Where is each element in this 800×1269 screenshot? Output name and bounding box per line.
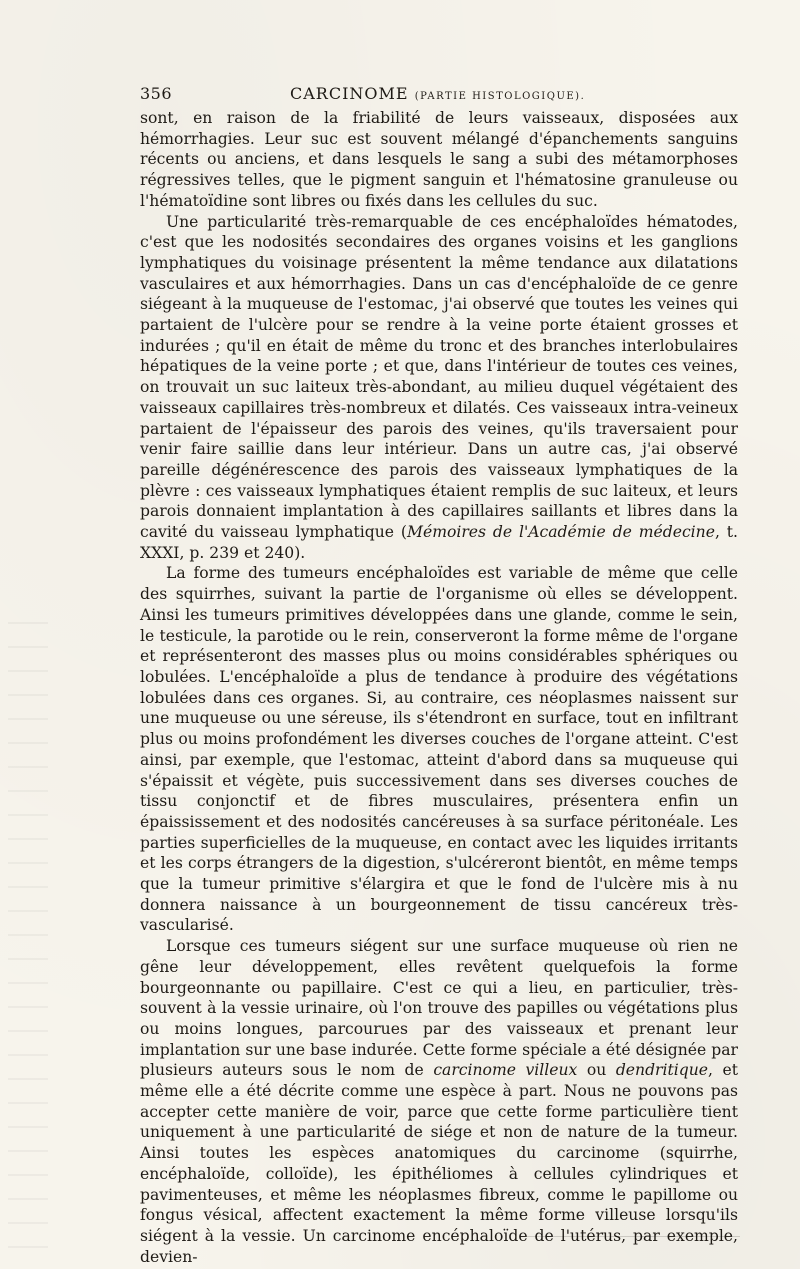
paragraph-1 — [140, 108, 738, 212]
paragraph-2-text: Une particularité très-remarquable de ces encéphaloïdes hématodes, c'est que les nodosités secondaires des organes voisins et les ganglions lymphatiques du voisinage présentent la même tendance aux dilatations vasculaires et aux hémorrhagies. Dans un cas d'encéphaloïde de ce genre siégeant à la muqueuse de l'estomac, j'ai observé que toutes les veines qui partaient de l'ulcère pour se rendre à la veine porte étaient grosses et indurées ; qu'il en était de même du tronc et des branches interlobulaires hépatiques de la veine porte ; et que, dans l'intérieur de toutes ces veines, on trouvait un suc laiteux très-abondant, au milieu duquel végétaient des vaisseaux capillaires très-nombreux et dilatés. Ces vaisseaux intra-veineux partaient de l'épaisseur des parois des veines, qu'ils traversaient pour venir faire saillie dans leur intérieur. Dans un autre cas, j'ai observé pareille dégénérescence des parois des vaisseaux lymphatiques de la plèvre : ces vaisseaux lymphatiques étaient remplis de suc laiteux, et leurs parois donnaient implantation à des capillaires saillants et libres dans la cavité du vaisseau lymphatique ( — [140, 212, 738, 542]
running-title-main: CARCINOME — [290, 84, 409, 103]
paragraph-1-text: sont, en raison de la friabilité de leurs vaisseaux, disposées aux hémorrhagies. Leur suc est souvent mélangé d'épanchements sanguins récents ou anciens, et dans lesquels le sang a subi des métamorphoses régressives telles, que le pigment sanguin et l'hématosine granuleuse ou l'hématoïdine sont libres ou fixés dans les cellules du suc. — [140, 109, 738, 210]
paragraph-4-term-dendritique: dendritique — [615, 1061, 708, 1080]
running-title — [290, 84, 585, 103]
page-number: 356 — [140, 84, 173, 103]
bottom-bleed-rule — [520, 1236, 740, 1237]
paragraph-4-connector: ou — [577, 1061, 616, 1080]
paragraph-3 — [140, 563, 738, 936]
paragraph-2 — [140, 212, 738, 564]
paragraph-2-citation: Mémoires de l'Académie de médecine — [407, 523, 715, 542]
paragraph-4-text: Lorsque ces tumeurs siégent sur une surface muqueuse où rien ne gêne leur développement, elles revêtent quelquefois la forme bourgeonnante ou papillaire. C'est ce qui a lieu, en particulier, très-souvent à la vessie urinaire, où l'on trouve des papilles ou végétations plus ou moins longues, parcourues par des vaisseaux et prenant leur implantation sur une base indurée. Cette forme spéciale a été désignée par plusieurs auteurs sous le nom de — [140, 937, 738, 1080]
paragraph-4 — [140, 936, 738, 1267]
paragraph-3-text: La forme des tumeurs encéphaloïdes est variable de même que celle des squirrhes, suivant la partie de l'organisme où elles se développent. Ainsi les tumeurs primitives développées dans une glande, comme le sein, le testicule, la parotide ou le rein, conserveront la forme même de l'organe et représenteront des masses plus ou moins considérables sphériques ou lobulées. L'encéphaloïde a plus de tendance à produire des végétations lobulées dans ces organes. Si, au contraire, ces néoplasmes naissent sur une muqueuse ou une séreuse, ils s'étendront en surface, tout en infiltrant plus ou moins profondément les diverses couches de l'organe atteint. C'est ainsi, par exemple, que l'estomac, atteint d'abord dans sa muqueuse qui s'épaissit et végète, puis successivement dans ses diverses couches de tissu conjonctif et de fibres musculaires, présentera enfin un épaississement et des nodosités cancéreuses à sa surface péritonéale. Les parties superficielles de la muqueuse, en contact avec les liquides irritants et les corps étrangers de la digestion, s'ulcéreront bientôt, en même temps que la tumeur primitive s'élargira et que le fond de l'ulcère mis à nu donnera naissance à un bourgeonnement de tissu cancéreux très-vascularisé. — [140, 564, 738, 935]
paragraph-4-term-villeux: carcinome villeux — [433, 1061, 578, 1080]
paragraph-2-tail: , t. XXXI, p. 239 et 240). — [140, 523, 739, 562]
running-title-subtitle: (PARTIE HISTOLOGIQUE). — [414, 91, 586, 102]
running-header — [140, 84, 738, 110]
paragraph-4-tail: , et même elle a été décrite comme une espèce à part. Nous ne pouvons pas accepter cette manière de voir, parce que cette forme particulière tient uniquement à une particularité de siége et non de nature de la tumeur. Ainsi toutes les espèces anatomiques du carcinome (squirrhe, encéphaloïde, colloïde), les épithéliomes à cellules cylindriques et pavimenteuses, et même les néoplasmes fibreux, comme le papillome ou fongus vésical, affectent exactement la même forme villeuse lorsqu'ils siégent à la vessie. Un carcinome encéphaloïde de l'utérus, par exemple, devien- — [140, 1061, 738, 1266]
body-text — [140, 108, 738, 1267]
margin-bleed-marks — [8, 600, 48, 1260]
